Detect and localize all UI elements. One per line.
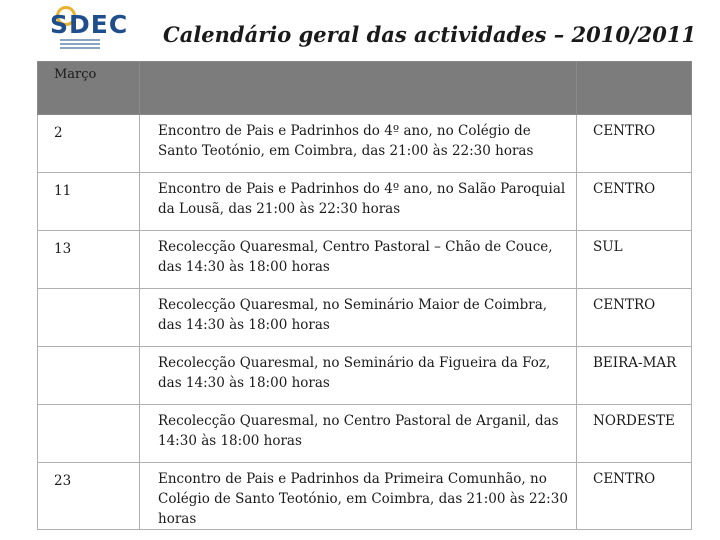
row-description: Recolecção Quaresmal, no Seminário Maior de Coimbra, das 14:30 às 18:00 horas xyxy=(140,289,577,347)
row-description: Recolecção Quaresmal, no Centro Pastoral de Arganil, das 14:30 às 18:00 horas xyxy=(140,405,577,463)
row-region: SUL xyxy=(577,231,692,289)
row-day xyxy=(38,405,140,463)
row-description: Encontro de Pais e Padrinhos do 4º ano, no Colégio de Santo Teotónio, em Coimbra, das 21:00 às 22:30 horas xyxy=(140,115,577,173)
row-region: NORDESTE xyxy=(577,405,692,463)
row-region: CENTRO xyxy=(577,115,692,173)
row-description: Encontro de Pais e Padrinhos da Primeira Comunhão, no Colégio de Santo Teotónio, em Coimbra, das 21:00 às 22:30 horas xyxy=(140,463,577,530)
row-day: 23 xyxy=(38,463,140,530)
table-row xyxy=(38,173,692,231)
row-description: Recolecção Quaresmal, no Seminário da Figueira da Foz, das 14:30 às 18:00 horas xyxy=(140,347,577,405)
sdec-logo xyxy=(50,8,129,54)
row-region: BEIRA-MAR xyxy=(577,347,692,405)
header-description xyxy=(140,62,577,115)
table-row xyxy=(38,405,692,463)
row-day xyxy=(38,347,140,405)
row-description: Recolecção Quaresmal, Centro Pastoral – Chão de Couce, das 14:30 às 18:00 horas xyxy=(140,231,577,289)
table-row xyxy=(38,289,692,347)
header-region xyxy=(577,62,692,115)
table-header-row xyxy=(38,62,692,115)
logo-text: SDEC xyxy=(50,10,129,39)
table-row xyxy=(38,347,692,405)
row-region: CENTRO xyxy=(577,289,692,347)
header-month: Março xyxy=(38,62,140,115)
row-region: CENTRO xyxy=(577,173,692,231)
row-day: 11 xyxy=(38,173,140,231)
logo-subtitle-lines xyxy=(60,39,100,51)
row-day: 2 xyxy=(38,115,140,173)
table-row xyxy=(38,463,692,530)
row-day: 13 xyxy=(38,231,140,289)
table-row xyxy=(38,231,692,289)
table-row xyxy=(38,115,692,173)
row-region: CENTRO xyxy=(577,463,692,530)
page-title: Calendário geral das actividades – 2010/2011 xyxy=(163,22,697,47)
activities-table xyxy=(37,61,692,530)
row-day xyxy=(38,289,140,347)
row-description: Encontro de Pais e Padrinhos do 4º ano, no Salão Paroquial da Lousã, das 21:00 às 22:30 horas xyxy=(140,173,577,231)
